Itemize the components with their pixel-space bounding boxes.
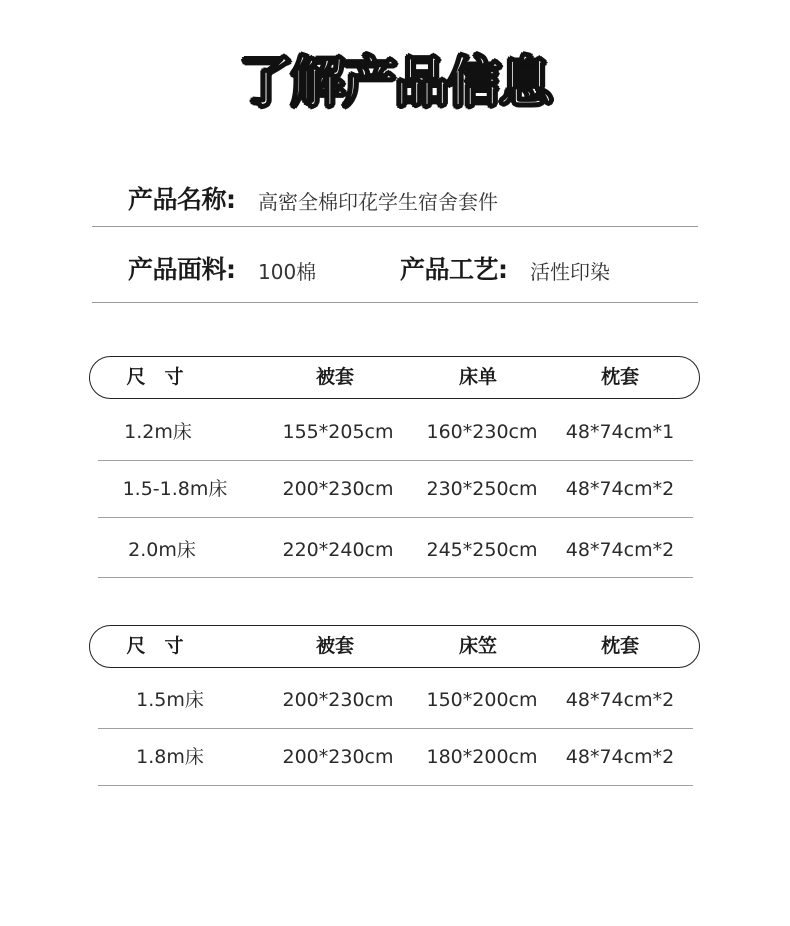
header-pillowcase: 枕套 [600, 635, 639, 657]
cell-size: 1.8m床 [136, 746, 204, 768]
header-duvet-cover: 被套 [315, 366, 354, 388]
header-sheet: 床单 [458, 366, 497, 388]
product-craft-label: 产品工艺: [400, 255, 508, 284]
cell-duvet-cover: 200*230cm [282, 746, 394, 768]
product-fabric-label: 产品面料: [128, 255, 236, 284]
cell-fitted-sheet: 180*200cm [426, 746, 538, 768]
table-header [89, 625, 700, 668]
table-header [89, 356, 700, 399]
product-name-label: 产品名称: [128, 185, 236, 214]
product-name-row [92, 180, 698, 222]
cell-duvet-cover: 200*230cm [282, 689, 394, 711]
cell-pillowcase: 48*74cm*2 [565, 539, 675, 561]
divider [98, 785, 693, 786]
cell-sheet: 245*250cm [426, 539, 538, 561]
page-title: 了解产品信息 [239, 51, 551, 114]
header-size: 尺 寸 [126, 635, 184, 657]
table-row [98, 729, 693, 786]
cell-pillowcase: 48*74cm*2 [565, 746, 675, 768]
divider [98, 577, 693, 578]
cell-pillowcase: 48*74cm*1 [565, 421, 675, 443]
cell-duvet-cover: 155*205cm [282, 421, 394, 443]
table-row [98, 518, 693, 578]
header-size: 尺 寸 [126, 366, 184, 388]
table-row [98, 404, 693, 461]
product-craft-value: 活性印染 [530, 260, 610, 284]
cell-fitted-sheet: 150*200cm [426, 689, 538, 711]
product-name-value: 高密全棉印花学生宿舍套件 [258, 190, 498, 214]
table-row [98, 461, 693, 518]
cell-size: 2.0m床 [128, 539, 196, 561]
product-fabric-craft-row [92, 250, 698, 292]
divider [92, 302, 698, 303]
table-row [98, 672, 693, 729]
cell-pillowcase: 48*74cm*2 [565, 478, 675, 500]
cell-size: 1.5m床 [136, 689, 204, 711]
cell-size: 1.2m床 [124, 421, 192, 443]
cell-pillowcase: 48*74cm*2 [565, 689, 675, 711]
cell-size: 1.5-1.8m床 [122, 478, 228, 500]
cell-sheet: 230*250cm [426, 478, 538, 500]
header-fitted-sheet: 床笠 [458, 635, 497, 657]
header-pillowcase: 枕套 [600, 366, 639, 388]
divider [92, 226, 698, 227]
cell-duvet-cover: 200*230cm [282, 478, 394, 500]
cell-sheet: 160*230cm [426, 421, 538, 443]
product-fabric-value: 100棉 [258, 260, 317, 284]
cell-duvet-cover: 220*240cm [282, 539, 394, 561]
header-duvet-cover: 被套 [315, 635, 354, 657]
